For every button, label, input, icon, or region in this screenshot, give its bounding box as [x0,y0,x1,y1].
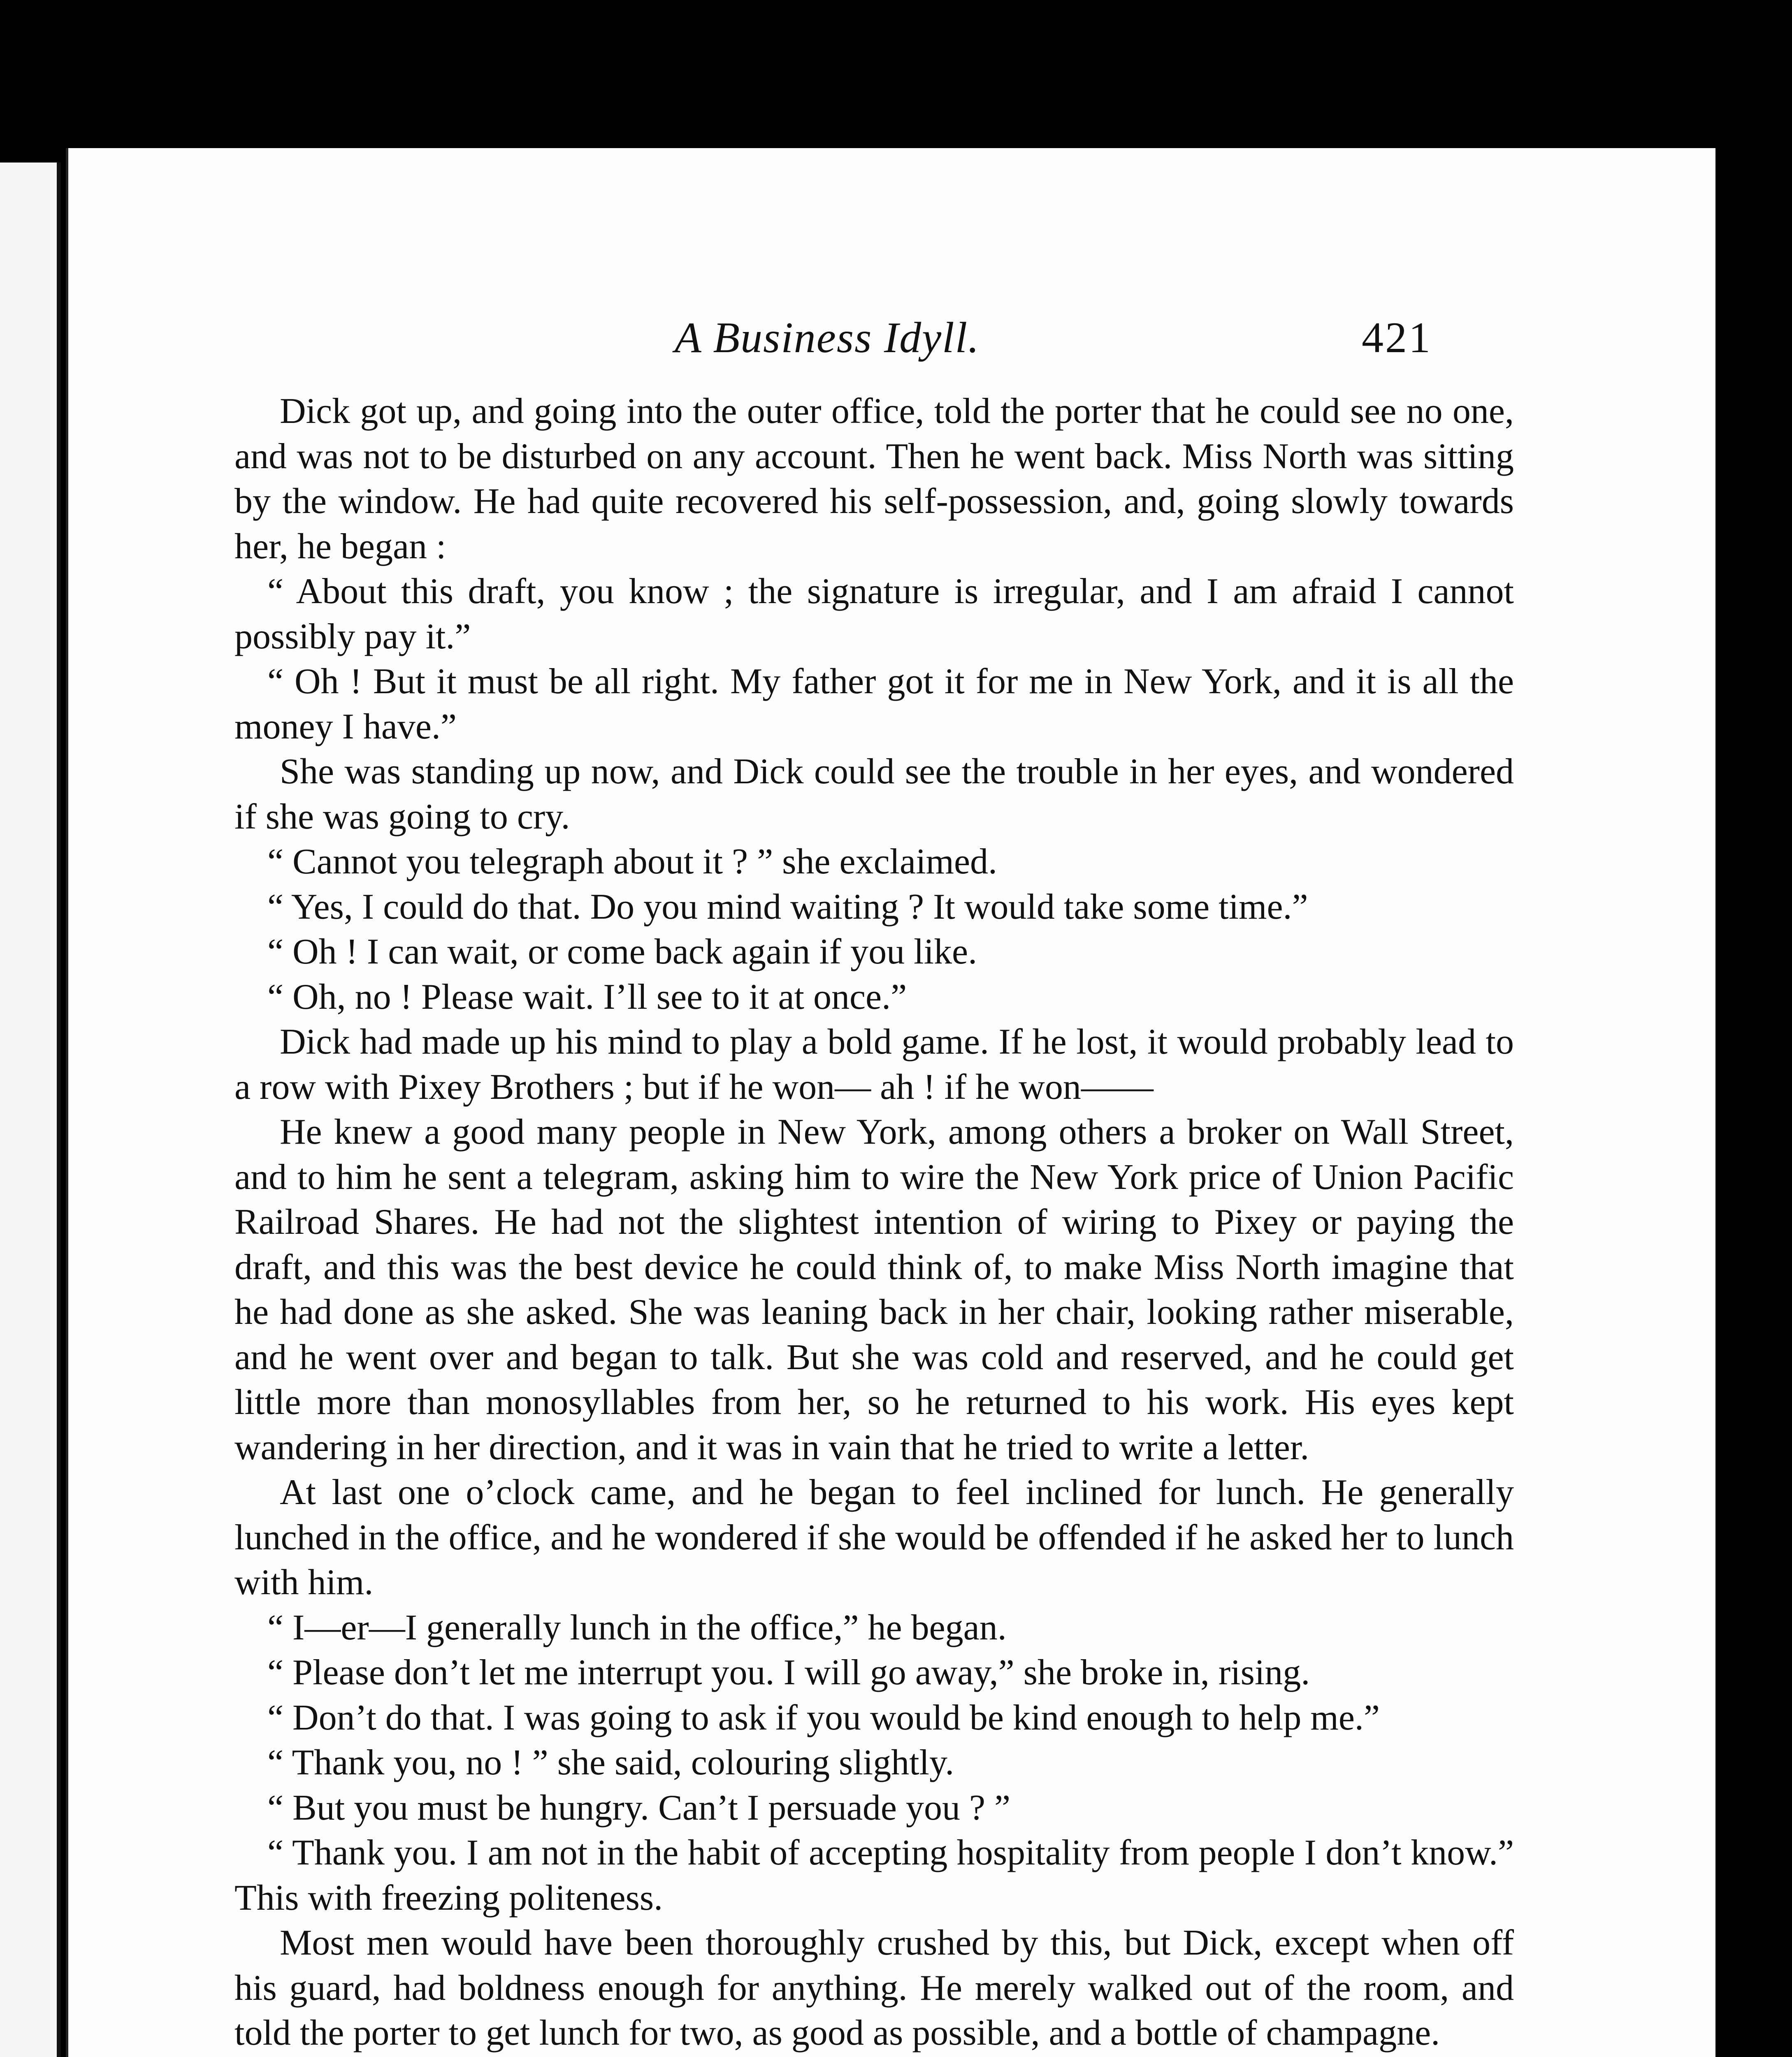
paragraph: She was standing up now, and Dick could see the trouble in her eyes, and wondered if she was going to cry. [234,752,1514,837]
paragraph: Dick got up, and going into the outer office, told the porter that he could see no one, and was not to be disturbed on any account. Then he went back. Miss North was sitting by the window. He had quite recovered his self-possession, and, going slowly towards her, he began : [234,391,1514,566]
paragraph: He knew a good many people in New York, among others a broker on Wall Street, and to him he sent a telegram, asking him to wire the New York price of Union Pacific Railroad Shares. He had not the slightest intention of wiring to Pixey or paying the draft, and this was the best device he could think of, to make Miss North imagine that he had done as she asked. She was leaning back in her chair, looking rather miserable, and he went over and began to talk. But she was cold and reserved, and he could get little more than monosyllables from her, so he returned to his work. His eyes kept wandering in her direction, and it was in vain that he tried to write a letter. [234,1112,1514,1467]
paragraph: “ Please don’t let me interrupt you. I will go away,” she broke in, rising. [267,1653,1310,1692]
paragraph: “ Don’t do that. I was going to ask if you would be kind enough to help me.” [267,1697,1380,1738]
paragraph: “ Thank you, no ! ” she said, colouring slightly. [267,1743,954,1783]
paragraph: Dick had made up his mind to play a bold game. If he lost, it would probably lead to a row with Pixey Brothers ; but if he won— ah ! if he won—— [234,1022,1514,1107]
left-page-edge [0,163,61,2057]
paragraph: “ I—er—I generally lunch in the office,” he began. [267,1607,1007,1648]
page-number: 421 [1362,313,1432,362]
paragraph [234,2056,1514,2057]
book-page [66,148,1715,2057]
paragraph: “ Cannot you telegraph about it ? ” she exclaimed. [267,842,998,882]
running-title: A Business Idyll. [675,313,980,362]
paragraph: Most men would have been thoroughly crushed by this, but Dick, except when off his guard, had boldness enough for anything. He merely walked out of the room, and told the porter to get lunch for two, as good as possible, and a bottle of champagne. [234,1923,1514,2053]
paragraph: “ Oh, no ! Please wait. I’ll see to it at once.” [267,977,907,1017]
paragraph: “ Oh ! I can wait, or come back again if you like. [267,932,977,972]
paragraph: “ Yes, I could do that. Do you mind waiting ? It would take some time.” [267,887,1308,927]
paragraph: “ About this draft, you know ; the signature is irregular, and I am afraid I cannot possibly pay it.” [234,571,1514,657]
paragraph: “ But you must be hungry. Can’t I persuade you ? ” [267,1788,1011,1828]
body-text [234,389,1514,2057]
page-header [66,313,1715,374]
paragraph: “ Oh ! But it must be all right. My father got it for me in New York, and it is all the money I have.” [234,662,1514,747]
paragraph: At last one o’clock came, and he began to feel inclined for lunch. He generally lunched in the office, and he wondered if she would be offended if he asked her to lunch with him. [234,1472,1514,1602]
paragraph: “ Thank you. I am not in the habit of accepting hospitality from people I don’t know.” This with freezing politeness. [234,1833,1514,1918]
